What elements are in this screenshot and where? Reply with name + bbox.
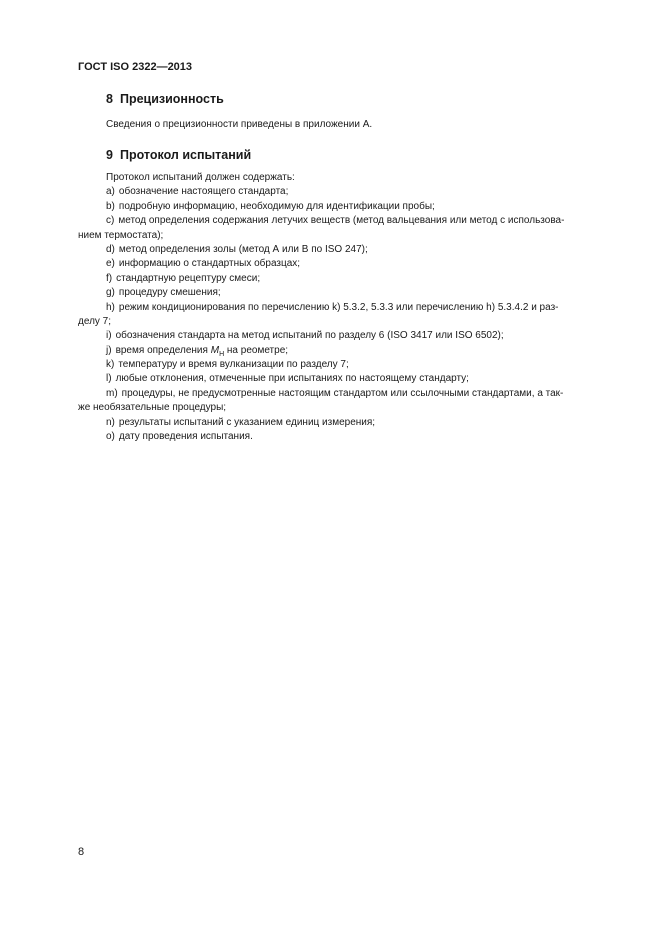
- list-item-c: [78, 214, 598, 228]
- list-marker: c): [106, 215, 115, 227]
- list-marker: h): [106, 301, 115, 313]
- list-item-m: [78, 387, 598, 401]
- list-item-n: [78, 416, 598, 430]
- list-marker: d): [106, 243, 115, 255]
- list-item-i: [78, 329, 598, 343]
- list-item-f: [78, 272, 598, 286]
- list-item-e: [78, 257, 598, 271]
- symbol-subscript: H: [219, 350, 225, 358]
- section-8-title: Прецизионность: [119, 92, 224, 106]
- list-item-text: обозначение настоящего стандарта;: [118, 186, 289, 198]
- list-marker: k): [106, 359, 115, 371]
- list-item-text: подробную информацию, необходимую для идентификации пробы;: [118, 200, 435, 212]
- section-9-title: Протокол испытаний: [119, 148, 252, 162]
- list-item-text: режим кондиционирования по перечислению k) 5.3.2, 5.3.3 или перечислению h) 5.3.4.2 и раз-: [118, 301, 559, 313]
- report-contents-list: [78, 171, 598, 444]
- list-item-text: процедуры, не предусмотренные настоящим стандартом или ссылочными стандартами, а так-: [121, 387, 564, 399]
- symbol-m: M: [210, 344, 220, 356]
- list-item-m-continuation: же необязательные процедуры;: [78, 402, 227, 414]
- list-item-h-continuation: делу 7;: [78, 315, 112, 327]
- list-item-text: информацию о стандартных образцах;: [118, 258, 301, 270]
- list-item-k: [78, 358, 598, 372]
- list-marker: j): [106, 344, 112, 356]
- list-marker: e): [106, 258, 115, 270]
- list-item-j: [78, 344, 598, 358]
- section-8-text: Сведения о прецизионности приведены в приложении А.: [106, 119, 373, 130]
- page-number: 8: [78, 846, 85, 858]
- list-item-h: [78, 301, 598, 315]
- section-9-number: 9: [106, 148, 113, 162]
- section-9-heading: [106, 148, 251, 162]
- report-intro: Протокол испытаний должен содержать:: [106, 172, 295, 183]
- document-header: ГОСТ ISO 2322—2013: [78, 61, 193, 73]
- list-item-text: процедуру смешения;: [118, 287, 221, 299]
- list-item-text: время определения: [115, 344, 211, 356]
- list-item-text: стандартную рецептуру смеси;: [116, 272, 261, 284]
- list-item-text: дату проведения испытания.: [118, 431, 253, 443]
- list-marker: i): [106, 330, 112, 342]
- list-item-g: [78, 286, 598, 300]
- list-item-o: [78, 430, 598, 444]
- list-marker: m): [106, 387, 118, 399]
- list-item-c-continuation: нием термостата);: [78, 229, 164, 241]
- list-marker: b): [106, 200, 115, 212]
- list-item-text: результаты испытаний с указанием единиц измерения;: [118, 416, 376, 428]
- list-item-b: [78, 200, 598, 214]
- list-item-text-tail: на реометре;: [224, 344, 289, 356]
- section-8-number: 8: [106, 92, 113, 106]
- list-marker: l): [106, 373, 112, 385]
- list-marker: f): [106, 272, 113, 284]
- list-item-text: метод определения содержания летучих веществ (метод вальцевания или метод с использова-: [118, 215, 565, 227]
- list-marker: n): [106, 416, 115, 428]
- list-item-text: метод определения золы (метод А или В по ISO 247);: [118, 243, 368, 255]
- list-marker: a): [106, 186, 115, 198]
- list-item-d: [78, 243, 598, 257]
- list-item-l: [78, 372, 598, 386]
- list-marker: o): [106, 431, 115, 443]
- list-item-a: [78, 185, 598, 199]
- list-item-text: температуру и время вулканизации по разделу 7;: [118, 359, 349, 371]
- section-8-heading: [106, 92, 224, 106]
- list-marker: g): [106, 287, 115, 299]
- list-item-text: обозначения стандарта на метод испытаний по разделу 6 (ISO 3417 или ISO 6502);: [115, 330, 504, 342]
- list-item-text: любые отклонения, отмеченные при испытаниях по настоящему стандарту;: [115, 373, 469, 385]
